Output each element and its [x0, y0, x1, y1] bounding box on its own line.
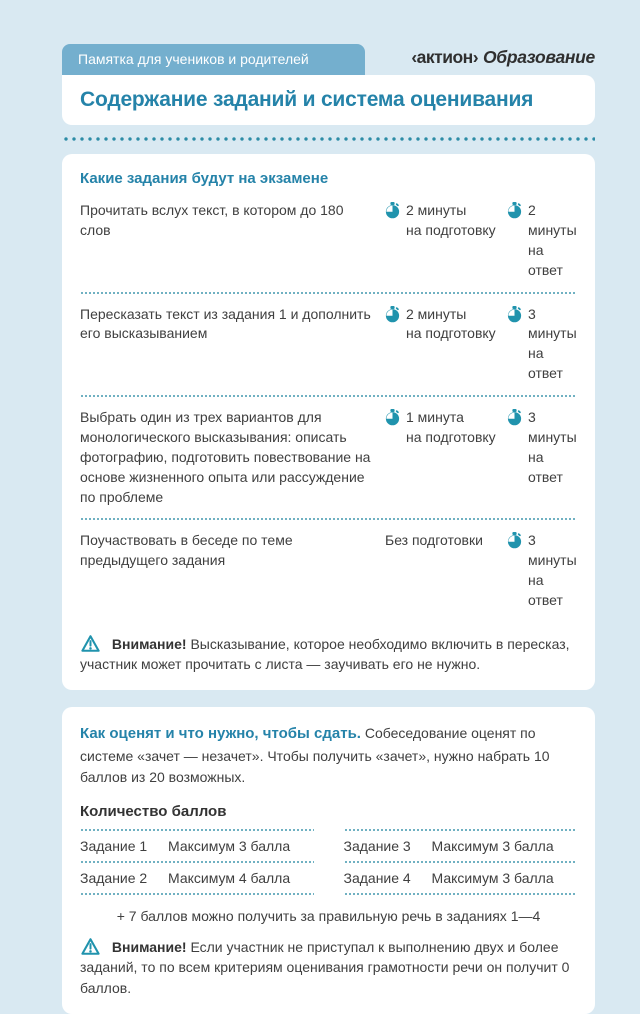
exam-card-heading: Какие задания будут на экзамене [80, 170, 329, 187]
task-label: Задание 3 [343, 837, 411, 854]
task-description: Прочитать вслух текст, в котором до 180 слов [80, 202, 344, 238]
points-row [80, 831, 314, 861]
prep-time-cell [385, 531, 507, 611]
warning-text: Если участник не приступал к выполнению двух и более заданий, то по всем критериям оценивания грамотности речи он получит 0 баллов. [80, 938, 570, 996]
warning-triangle-icon [80, 937, 101, 956]
scoring-lead-text: Собеседование оценят по системе «зачет — незачет». Чтобы получить «зачет», нужно набрать 10 баллов из 20 возможных. [80, 725, 550, 785]
task-max-points: Максимум 3 балла [431, 869, 554, 886]
points-heading: Количество баллов [80, 802, 227, 820]
answer-time-cell [507, 408, 577, 507]
task-row [80, 520, 577, 622]
title-bar [62, 75, 595, 125]
task-row [80, 294, 577, 396]
scoring-card [62, 707, 595, 1013]
warning-label: Внимание! [111, 635, 187, 652]
points-row [344, 863, 578, 893]
task-max-points: Максимум 3 балла [168, 837, 291, 854]
exam-warning [80, 634, 577, 675]
task-row [80, 190, 577, 292]
prep-time-cell [385, 201, 507, 281]
brand-logo [411, 47, 595, 75]
badge-tab: Памятка для учеников и родителей [62, 44, 365, 75]
answer-time-text: 3 минуты на ответ [528, 305, 577, 382]
points-tables [80, 829, 577, 895]
exam-tasks-card [62, 154, 595, 690]
task-label: Задание 4 [343, 869, 411, 886]
warning-text: Высказывание, которое необходимо включить в пересказ, участник может прочитать с листа — заучивать его не нужно. [80, 635, 570, 673]
brand-logo-mark: ‹актион› [411, 47, 479, 67]
warning-triangle-icon [80, 634, 101, 653]
points-table-left [80, 829, 314, 895]
row-separator [344, 893, 578, 895]
header [62, 44, 595, 75]
stopwatch-icon [507, 532, 522, 549]
points-row [344, 831, 578, 861]
answer-time-cell [507, 201, 577, 281]
answer-time-text: 3 минуты на ответ [528, 409, 577, 485]
brand-logo-word: Образование [482, 47, 595, 67]
stopwatch-icon [385, 202, 400, 219]
row-separator [80, 893, 314, 895]
task-max-points: Максимум 3 балла [431, 837, 554, 854]
task-description: Поучаствовать в беседе по теме предыдущего задания [80, 532, 293, 569]
task-label: Задание 1 [80, 837, 148, 854]
points-table-right [344, 829, 578, 895]
stopwatch-icon [507, 409, 522, 426]
prep-time-cell [385, 305, 507, 385]
task-description: Выбрать один из трех вариантов для монологического высказывания: описать фотографию, подготовить повествование на основе жизненного опыта или рассуждение по проблеме [80, 409, 371, 505]
answer-time-cell [507, 305, 577, 385]
prep-time-text: 1 минута на подготовку [406, 409, 496, 445]
answer-time-text: 3 минуты на ответ [528, 532, 577, 608]
scoring-warning [80, 937, 577, 998]
bonus-points-note: + 7 баллов можно получить за правильную речь в заданиях 1—4 [116, 907, 541, 924]
prep-time-text: 2 минуты на подготовку [406, 305, 496, 342]
scoring-lead-strong: Как оценят и что нужно, чтобы сдать. [80, 725, 361, 743]
answer-time-cell [507, 531, 577, 611]
stopwatch-icon [507, 202, 522, 219]
dotted-divider [62, 137, 595, 141]
answer-time-text: 2 минуты на ответ [528, 202, 577, 278]
prep-time-text: Без подготовки [385, 532, 483, 549]
scoring-lead [80, 723, 577, 788]
page-title: Содержание заданий и система оценивания [80, 88, 534, 111]
stopwatch-icon [385, 306, 400, 323]
points-row [80, 863, 314, 893]
prep-time-text: 2 минуты на подготовку [406, 202, 496, 238]
prep-time-cell [385, 408, 507, 507]
task-max-points: Максимум 4 балла [168, 869, 291, 886]
stopwatch-icon [507, 306, 522, 323]
warning-label: Внимание! [111, 938, 187, 955]
task-description: Пересказать текст из задания 1 и дополнить его высказыванием [80, 305, 371, 342]
task-label: Задание 2 [80, 869, 148, 886]
task-row [80, 397, 577, 518]
stopwatch-icon [385, 409, 400, 426]
